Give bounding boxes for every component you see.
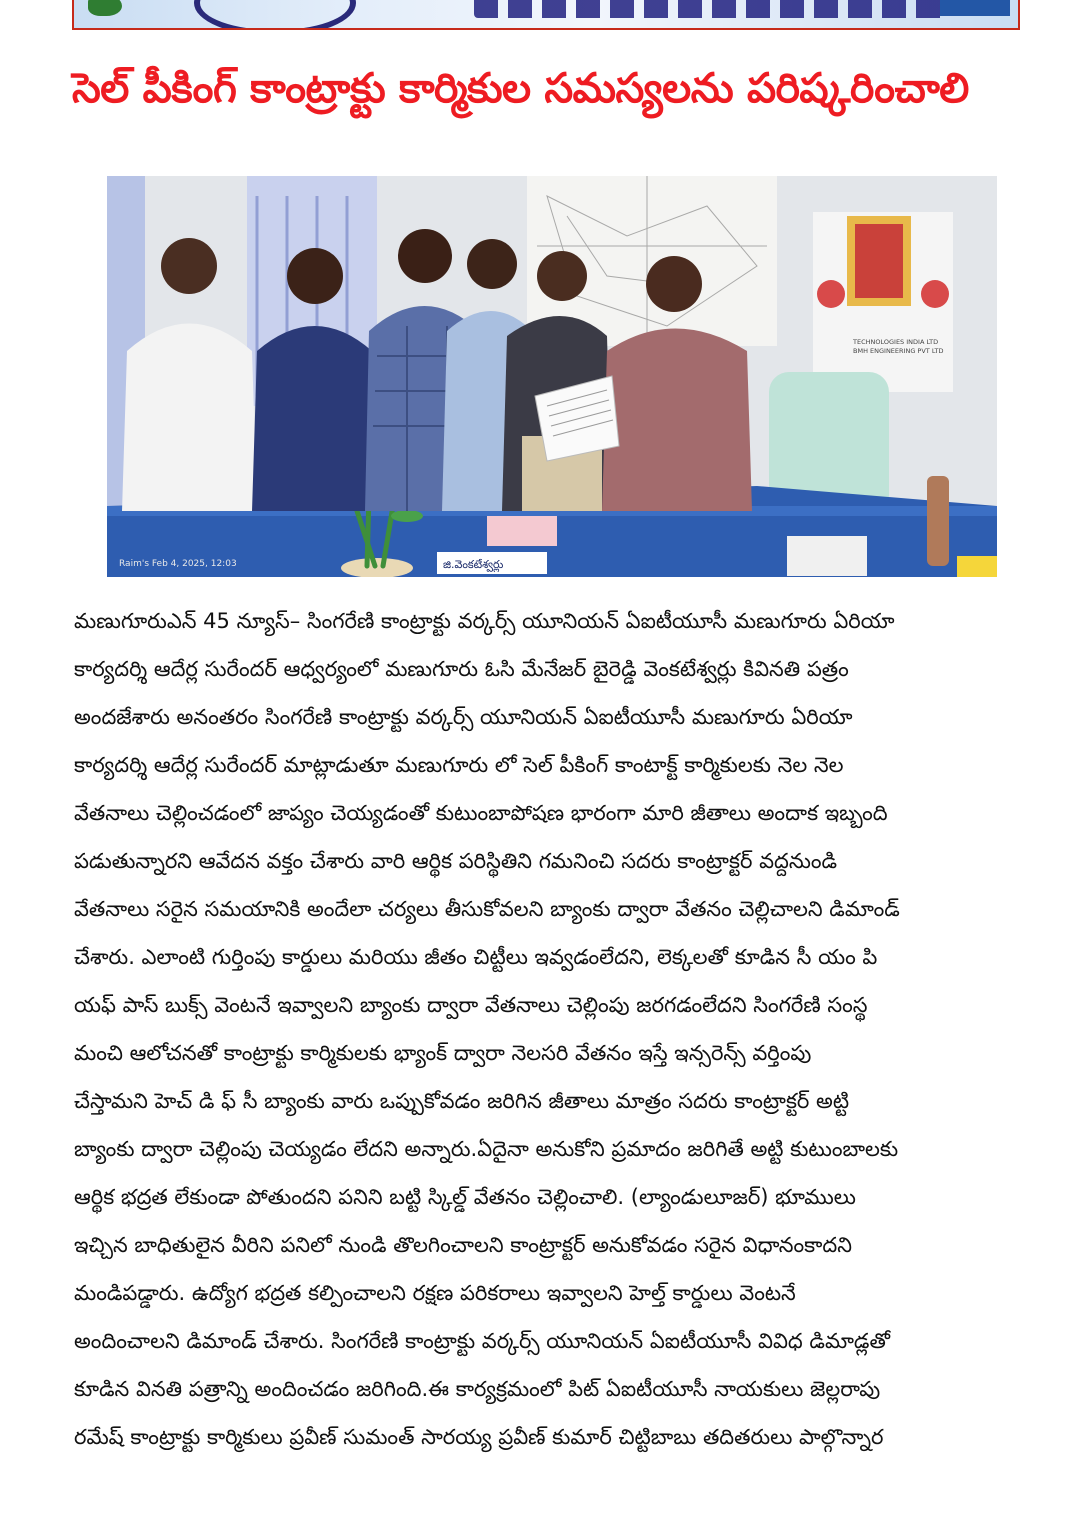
masthead-emblem — [194, 0, 356, 30]
masthead-logo-lettering — [474, 0, 944, 18]
article-line: మంచి ఆలోచనతో కాంట్రాక్టు కార్మికులకు భ్యాంక్ ద్వారా నెలసరి వేతనం ఇస్తే ఇన్సరెన్స్ వర్తింపు — [74, 1041, 812, 1065]
article-line: యఫ్ పాస్ బుక్స్ వెంటనే ఇవ్వాలని బ్యాంకు ద్వారా వేతనాలు చెల్లింపు జరగడంలేదని సింగరేణి సంస్థ — [74, 993, 868, 1017]
article-line: వేతనాలు చెల్లించడంలో జాప్యం చెయ్యడంతో కుటుంబాపోషణ భారంగా మారి జీతాలు అందాక ఇబ్బంది — [74, 801, 888, 825]
nameplate-text: జి.వెంకటేశ్వర్లు — [443, 558, 504, 571]
article-line: కూడిన వినతి పత్రాన్ని అందించడం జరిగింది.ఈ కార్యక్రమంలో పిట్ ఏఐటీయూసీ నాయకులు జెల్లరాపు — [74, 1377, 881, 1401]
article-line: చేశారు. ఎలాంటి గుర్తింపు కార్డులు మరియు జీతం చిట్టీలు ఇవ్వడంలేదని, లెక్కలతో కూడిన సీ యం పి — [74, 945, 878, 969]
calendar-text-1: TECHNOLOGIES INDIA LTD — [853, 338, 939, 346]
state-map-logo — [88, 0, 122, 16]
headline: సెల్ పీకింగ్ కాంట్రాక్టు కార్మికుల సమస్యలను పరిష్కరించాలి — [72, 64, 969, 112]
article-line: మణుగూరుఎన్ 45 న్యూస్– సింగరేణి కాంట్రాక్టు వర్కర్స్ యూనియన్ ఏఐటీయూసీ మణుగూరు ఏరియా — [74, 609, 895, 633]
article-line: పడుతున్నారని ఆవేదన వక్తం చేశారు వారి ఆర్థిక పరిస్థితిని గమనించి సదరు కాంట్రాక్టర్ వద్దనుండి — [74, 849, 838, 873]
article-line: వేతనాలు సరైన సమయానికి అందేలా చర్యలు తీసుకోవలని బ్యాంకు ద్వారా వేతనం చెల్లిచాలని డిమాండ్ — [74, 897, 900, 921]
article-body — [74, 597, 1022, 1461]
calendar-text-2: BMH ENGINEERING PVT LTD — [853, 347, 944, 355]
article-line: కార్యదర్శి ఆదేర్ల సురేందర్ ఆధ్వర్యంలో మణుగూరు ఓసి మేనేజర్ బైరెడ్డి వెంకటేశ్వర్లు కివినతి పత్రం — [74, 657, 849, 681]
article-line: ఆర్థిక భద్రత లేకుండా పోతుందని పనిని బట్టి స్కిల్డ్ వేతనం చెల్లించాలి. (ల్యాండులూజర్) భూములు — [74, 1185, 856, 1209]
masthead-blue-block — [940, 0, 1010, 16]
article-line: మండిపడ్డారు. ఉద్యోగ భద్రత కల్పించాలని రక్షణ పరికరాలు ఇవ్వాలని హెల్త్ కార్డులు వెంటనే — [74, 1281, 796, 1305]
article-line: చేస్తామని హెచ్ డి ఫ్ సీ బ్యాంకు వారు ఒప్పుకోవడం జరిగిన జీతాలు మాత్రం సదరు కాంట్రాక్టర్ అట్టి — [74, 1089, 850, 1113]
article-line: అందించాలని డిమాండ్ చేశారు. సింగరేణి కాంట్రాక్టు వర్కర్స్ యూనియన్ ఏఐటీయూసీ వివిధ డిమాడ్లతో — [74, 1329, 890, 1353]
photo-timestamp: Raim's Feb 4, 2025, 12:03 — [119, 559, 237, 569]
news-photo — [107, 176, 997, 577]
newspaper-masthead — [72, 0, 1020, 30]
article-line: రమేష్ కాంట్రాక్టు కార్మికులు ప్రవీణ్ సుమంత్ సారయ్య ప్రవీణ్ కుమార్ చిట్టిబాబు తదితరులు పాల్గొన్నార — [74, 1425, 884, 1449]
article-line: అందజేశారు అనంతరం సింగరేణి కాంట్రాక్టు వర్కర్స్ యూనియన్ ఏఐటీయూసీ మణుగూరు ఏరియా — [74, 705, 853, 729]
article-line: ఇచ్చిన బాధితులైన వీరిని పనిలో నుండి తొలగించాలని కాంట్రాక్టర్ అనుకోవడం సరైన విధానంకాదని — [74, 1233, 852, 1257]
article-line: బ్యాంకు ద్వారా చెల్లింపు చెయ్యడం లేదని అన్నారు.ఏదైనా అనుకోని ప్రమాదం జరిగితే అట్టి కుటుంబాలకు — [74, 1137, 899, 1161]
article-line: కార్యదర్శి ఆదేర్ల సురేందర్ మాట్లాడుతూ మణుగూరు లో సెల్ పీకింగ్ కాంటాక్ట్ కార్మికులకు నెల నెల — [74, 753, 844, 777]
